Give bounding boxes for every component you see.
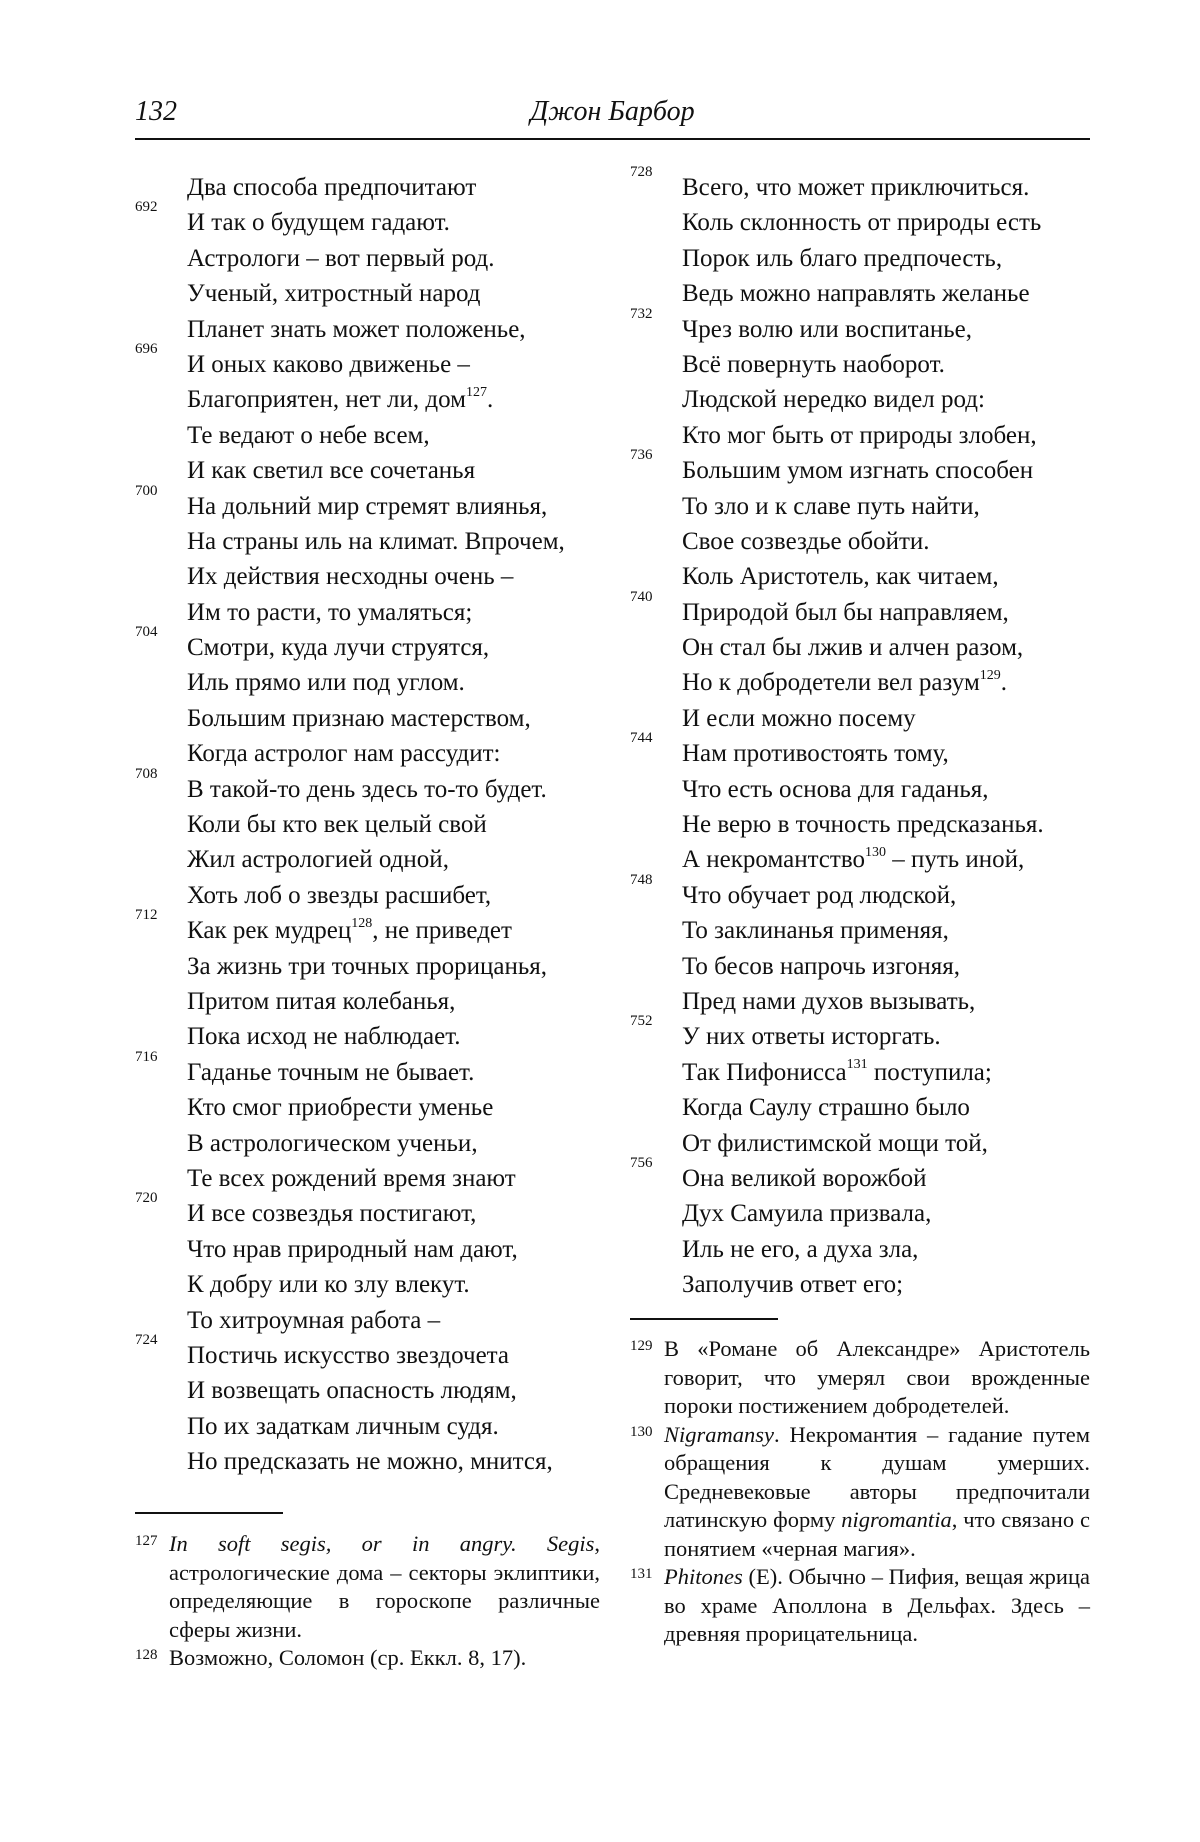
verse-line — [630, 205, 1090, 240]
verse-text — [682, 418, 1037, 453]
verse-line — [135, 1048, 605, 1090]
verse-text — [682, 1196, 931, 1231]
footnote — [135, 1644, 600, 1673]
verse-text — [187, 1373, 517, 1408]
verse-text-main: Чрез волю или воспитанье, — [682, 315, 973, 343]
verse-text-main: Большим признаю мастерством, — [187, 704, 531, 732]
verse-line — [135, 1232, 605, 1267]
verse-text — [187, 949, 547, 984]
verse-text — [682, 1267, 903, 1302]
verse-text-main: И так о будущем гадают. — [187, 209, 450, 237]
verse-text-main: От филистимской мощи той, — [682, 1129, 988, 1157]
verse-text-main: Как рек мудрец — [187, 917, 352, 945]
verse-line — [135, 736, 605, 771]
line-number: 756 — [630, 1154, 653, 1171]
footnote-term: Nigramansy — [664, 1421, 775, 1447]
verse-text-main: То бесов напрочь изгоняя, — [682, 952, 961, 980]
line-number: 712 — [135, 907, 158, 924]
footnote — [630, 1563, 1090, 1649]
verse-text — [682, 701, 916, 736]
verse-text-main: То хитроумная работа – — [187, 1306, 441, 1334]
footnote — [630, 1335, 1090, 1421]
verse-text — [187, 1267, 470, 1302]
verse-text-main: Коли бы кто век целый свой — [187, 811, 487, 839]
verse-line — [630, 842, 1090, 877]
verse-line — [630, 1013, 1090, 1054]
verse-line — [135, 1373, 605, 1408]
verse-line — [135, 382, 605, 417]
verse-text — [682, 878, 956, 913]
verse-text-main: Жил астрологией одной, — [187, 846, 449, 874]
verse-text-main: Два способа предпочитают — [187, 174, 477, 201]
footnote — [135, 1530, 600, 1644]
verse-text-main: Она великой ворожбой — [682, 1164, 927, 1192]
line-number: 724 — [135, 1331, 158, 1348]
verse-text-main: Не верю в точность предсказанья. — [682, 811, 1044, 839]
verse-text — [682, 1090, 970, 1125]
verse-text — [187, 1019, 461, 1054]
verse-text-main: И все созвездья постигают, — [187, 1200, 477, 1228]
verse-text-main: Он стал бы лжив и алчен разом, — [682, 634, 1024, 662]
verse-line — [135, 595, 605, 630]
footnote-number: 128 — [135, 1647, 158, 1663]
verse-text — [682, 665, 1007, 700]
verse-text-main: Астрологи – вот первый род. — [187, 244, 495, 272]
verse-text — [682, 630, 1023, 665]
verse-line — [135, 482, 605, 524]
verse-text — [682, 205, 1041, 240]
verse-line — [630, 1196, 1090, 1231]
verse-text-after: , не приведет — [372, 917, 512, 945]
verse-text — [187, 524, 565, 559]
verse-line — [630, 382, 1090, 417]
verse-line — [630, 871, 1090, 913]
footnote-number: 131 — [630, 1566, 653, 1582]
verse-text — [187, 1055, 474, 1090]
verse-text-main: Когда Саулу страшно было — [682, 1094, 970, 1122]
verse-line — [135, 1190, 605, 1231]
line-number: 752 — [630, 1013, 653, 1030]
verse-line — [135, 1019, 605, 1054]
verse-line — [135, 907, 605, 948]
verse-line — [135, 1444, 605, 1479]
verse-text — [682, 559, 999, 594]
verse-text — [187, 595, 472, 630]
verse-text — [682, 842, 1024, 877]
verse-text-main: Притом питая колебанья, — [187, 987, 456, 1015]
verse-text-main: Коль Аристотель, как читаем, — [682, 563, 999, 591]
poem-column-right — [630, 164, 1090, 1303]
verse-text-main: Ведь можно направлять желанье — [682, 280, 1030, 308]
footnote-text: Возможно, Соломон (ср. Еккл. 8, 17). — [169, 1645, 527, 1670]
footnote-ref: 131 — [846, 1057, 868, 1073]
verse-text-after: поступила; — [867, 1058, 992, 1086]
footnote-text: В «Романе об Александре» Аристотель говорит, что умерял свои врожденные пороки постижением добродетелей. — [664, 1336, 1090, 1418]
verse-text — [682, 1126, 988, 1161]
verse-text-main: Порок иль благо предпочесть, — [682, 244, 1003, 272]
verse-text — [187, 913, 512, 948]
verse-text — [187, 418, 430, 453]
verse-text-main: Дух Самуила призвала, — [682, 1200, 932, 1228]
verse-text-main: Но к добродетели вел разум — [682, 669, 980, 697]
verse-text-main: Людской нередко видел род: — [682, 386, 985, 414]
verse-text — [682, 1019, 941, 1054]
verse-text — [682, 736, 949, 771]
verse-text-main: Иль прямо или под углом. — [187, 669, 465, 697]
verse-line — [630, 949, 1090, 984]
verse-text — [187, 559, 513, 594]
footnote-term: In soft segis, or in angry. Segis — [169, 1531, 595, 1556]
verse-text — [187, 842, 449, 877]
verse-line — [630, 559, 1090, 594]
verse-text-main: Смотри, куда лучи струятся, — [187, 634, 490, 662]
footnotes-right — [630, 1335, 1090, 1649]
verse-text-after: . — [1000, 669, 1008, 697]
verse-text — [682, 276, 1030, 311]
verse-text — [187, 170, 476, 205]
line-number: 740 — [630, 588, 653, 605]
verse-text — [682, 453, 1033, 488]
verse-text — [187, 630, 489, 665]
footnote-ref: 128 — [351, 915, 373, 931]
verse-text-main: Пред нами духов вызывать, — [682, 987, 976, 1015]
verse-line — [135, 1126, 605, 1161]
verse-text-main: Заполучив ответ его; — [682, 1271, 904, 1299]
verse-text — [187, 453, 475, 488]
verse-line — [630, 1090, 1090, 1125]
verse-text — [682, 949, 960, 984]
line-number: 744 — [630, 730, 653, 747]
footnote-ref: 127 — [465, 385, 487, 401]
verse-text — [187, 489, 547, 524]
verse-text — [682, 1055, 992, 1090]
verse-line — [135, 1331, 605, 1373]
verse-text-main: По их задаткам личным судя. — [187, 1412, 499, 1440]
verse-text — [682, 1161, 926, 1196]
verse-line — [135, 276, 605, 311]
line-number: 708 — [135, 765, 158, 782]
verse-text-main: Их действия несходны очень – — [187, 563, 514, 591]
verse-text-main: Те ведают о небе всем, — [187, 421, 430, 449]
verse-line — [135, 984, 605, 1019]
verse-text-main: В такой-то день здесь то-то будет. — [187, 775, 547, 803]
line-number: 728 — [630, 164, 653, 180]
verse-text-main: Кто мог быть от природы злобен, — [682, 421, 1037, 449]
line-number: 700 — [135, 482, 158, 499]
verse-text — [682, 382, 985, 417]
verse-line — [135, 1409, 605, 1444]
verse-line — [630, 1126, 1090, 1161]
verse-text — [682, 595, 1009, 630]
verse-text — [187, 772, 547, 807]
verse-line — [135, 1161, 605, 1196]
verse-line — [630, 730, 1090, 771]
verse-text — [187, 1409, 499, 1444]
verse-text-main: У них ответы исторгать. — [682, 1023, 941, 1051]
line-number: 692 — [135, 199, 158, 216]
verse-line — [135, 807, 605, 842]
verse-line — [630, 772, 1090, 807]
footnote-number: 129 — [630, 1338, 653, 1354]
verse-text-main: На дольний мир стремят влиянья, — [187, 492, 548, 520]
verse-line — [630, 1232, 1090, 1267]
verse-text — [187, 312, 526, 347]
verse-text-main: Когда астролог нам рассудит: — [187, 740, 501, 768]
verse-text-main: Нам противостоять тому, — [682, 740, 949, 768]
verse-text — [187, 736, 500, 771]
verse-text-main: Кто смог приобрести уменье — [187, 1094, 494, 1122]
verse-text-main: Большим умом изгнать способен — [682, 457, 1034, 485]
verse-line — [135, 1303, 605, 1338]
verse-line — [135, 949, 605, 984]
verse-text — [187, 1126, 478, 1161]
verse-line — [135, 1090, 605, 1125]
verse-line — [630, 164, 1090, 205]
verse-line — [135, 241, 605, 276]
verse-text — [187, 701, 531, 736]
verse-line — [135, 559, 605, 594]
verse-line — [630, 665, 1090, 700]
verse-text — [187, 1090, 493, 1125]
verse-text — [682, 984, 975, 1019]
verse-text-main: Ученый, хитростный народ — [187, 280, 481, 308]
verse-text-main: А некромантство — [682, 846, 865, 874]
verse-line — [630, 418, 1090, 453]
verse-text-main: Благоприятен, нет ли, дом — [187, 386, 466, 414]
footnote-text: (E). Обычно – Пифия, вещая жрица во храме Аполлона в Дельфах. Здесь – древняя прорицательница. — [664, 1564, 1090, 1646]
verse-text — [187, 241, 494, 276]
line-number: 732 — [630, 305, 653, 322]
footnote-text: . Некромантия – гадание путем обращения к душам умерших. Средневековые авторы предпочитали латинскую форму — [664, 1421, 1090, 1532]
verse-text-main: Но предсказать не можно, мнится, — [187, 1448, 553, 1476]
verse-text-main: Постичь искусство звездочета — [187, 1341, 509, 1369]
verse-line — [135, 199, 605, 240]
verse-text — [187, 1303, 440, 1338]
verse-text-main: Что есть основа для гаданья, — [682, 775, 989, 803]
verse-text — [187, 1444, 553, 1479]
verse-line — [135, 624, 605, 665]
verse-line — [630, 1154, 1090, 1196]
line-number: 748 — [630, 871, 653, 888]
verse-text-main: Те всех рождений время знают — [187, 1164, 516, 1192]
page-header — [135, 92, 1090, 140]
verse-text-main: То заклинанья применяя, — [682, 917, 949, 945]
verse-line — [135, 878, 605, 913]
verse-text-main: Иль не его, а духа зла, — [682, 1235, 919, 1263]
verse-text — [187, 1232, 518, 1267]
verse-line — [630, 241, 1090, 276]
verse-text — [187, 276, 480, 311]
verse-text-main: В астрологическом ученьи, — [187, 1129, 478, 1157]
verse-line — [630, 489, 1090, 524]
verse-text-main: Всё повернуть наоборот. — [682, 350, 945, 378]
footnote-ref: 130 — [864, 845, 886, 861]
verse-line — [630, 984, 1090, 1019]
verse-text-main: Свое созвездье обойти. — [682, 527, 930, 555]
verse-text — [187, 665, 465, 700]
page-number: 132 — [135, 96, 177, 127]
verse-line — [630, 276, 1090, 311]
footnote — [630, 1421, 1090, 1564]
verse-text-main: И оных каково движенье – — [187, 350, 470, 378]
verse-line — [135, 524, 605, 559]
verse-text-after: – путь иной, — [885, 846, 1025, 874]
verse-text-after: . — [486, 386, 494, 414]
verse-text — [682, 241, 1002, 276]
line-number: 696 — [135, 340, 158, 357]
verse-text — [187, 1338, 509, 1373]
running-title: Джон Барбор — [530, 96, 695, 127]
verse-text — [187, 1161, 516, 1196]
verse-line — [135, 453, 605, 488]
verse-text — [187, 347, 470, 382]
verse-text-main: И если можно посему — [682, 704, 916, 732]
verse-text-main: Коль склонность от природы есть — [682, 209, 1042, 237]
verse-line — [135, 701, 605, 736]
verse-text — [682, 913, 949, 948]
verse-text-main: За жизнь три точных прорицанья, — [187, 952, 547, 980]
verse-text-main: Что нрав природный нам дают, — [187, 1235, 518, 1263]
verse-text — [682, 312, 972, 347]
verse-text-main: Что обучает род людской, — [682, 881, 957, 909]
verse-line — [135, 418, 605, 453]
verse-line — [135, 765, 605, 807]
verse-line — [630, 524, 1090, 559]
verse-line — [135, 842, 605, 877]
verse-line — [630, 913, 1090, 948]
verse-text-main: И как светил все сочетанья — [187, 457, 476, 485]
verse-text — [187, 205, 450, 240]
footnote-rule-right — [630, 1318, 778, 1320]
poem-column-left — [135, 170, 605, 1479]
line-number: 736 — [630, 447, 653, 464]
verse-text-main: И возвещать опасность людям, — [187, 1377, 517, 1405]
verse-text — [187, 807, 487, 842]
verse-line — [135, 665, 605, 700]
verse-text-main: Им то расти, то умаляться; — [187, 598, 473, 626]
verse-line — [135, 340, 605, 382]
verse-text — [682, 524, 930, 559]
footnote-ref: 129 — [979, 668, 1001, 684]
line-number: 704 — [135, 624, 158, 641]
verse-text-main: На страны иль на климат. Впрочем, — [187, 527, 565, 555]
verse-text-main: Природой был бы направляем, — [682, 598, 1009, 626]
verse-line — [135, 1267, 605, 1302]
footnotes-left — [135, 1530, 600, 1673]
verse-line — [630, 701, 1090, 736]
verse-text — [682, 807, 1044, 842]
footnote-text: , что связано с понятием «черная магия». — [664, 1507, 1090, 1561]
verse-line — [135, 170, 605, 205]
verse-text — [187, 984, 455, 1019]
verse-text-main: Пока исход не наблюдает. — [187, 1023, 461, 1051]
verse-text — [682, 772, 989, 807]
verse-text-main: Гаданье точным не бывает. — [187, 1058, 475, 1086]
verse-line — [630, 305, 1090, 347]
verse-text — [682, 170, 1029, 205]
verse-text-main: Хоть лоб о звезды расшибет, — [187, 881, 492, 909]
verse-text-main: То зло и к славе путь найти, — [682, 492, 980, 520]
footnote-number: 127 — [135, 1533, 158, 1549]
verse-line — [630, 1267, 1090, 1302]
footnote-term: nigromantia — [841, 1507, 952, 1532]
verse-line — [630, 1055, 1090, 1090]
verse-text — [682, 1232, 918, 1267]
footnote-text: , астрологические дома – секторы эклиптики, определяющие в гороскопе различные сферы жизни. — [169, 1531, 600, 1642]
verse-text-main: Так Пифонисса — [682, 1058, 847, 1086]
verse-line — [630, 630, 1090, 665]
footnote-rule-left — [135, 1512, 283, 1514]
footnote-number: 130 — [630, 1423, 653, 1440]
verse-line — [630, 447, 1090, 488]
verse-text-main: К добру или ко злу влекут. — [187, 1271, 470, 1299]
verse-text-main: Планет знать может положенье, — [187, 315, 526, 343]
verse-text — [682, 489, 980, 524]
verse-line — [135, 312, 605, 347]
verse-text — [682, 347, 945, 382]
verse-text-main: Всего, что может приключиться. — [682, 174, 1030, 201]
verse-text — [187, 878, 491, 913]
footnote-term: Phitones — [664, 1564, 743, 1589]
line-number: 720 — [135, 1190, 158, 1207]
verse-line — [630, 807, 1090, 842]
verse-text — [187, 1196, 476, 1231]
verse-line — [630, 588, 1090, 630]
verse-line — [630, 347, 1090, 382]
line-number: 716 — [135, 1048, 158, 1065]
verse-text — [187, 382, 493, 417]
